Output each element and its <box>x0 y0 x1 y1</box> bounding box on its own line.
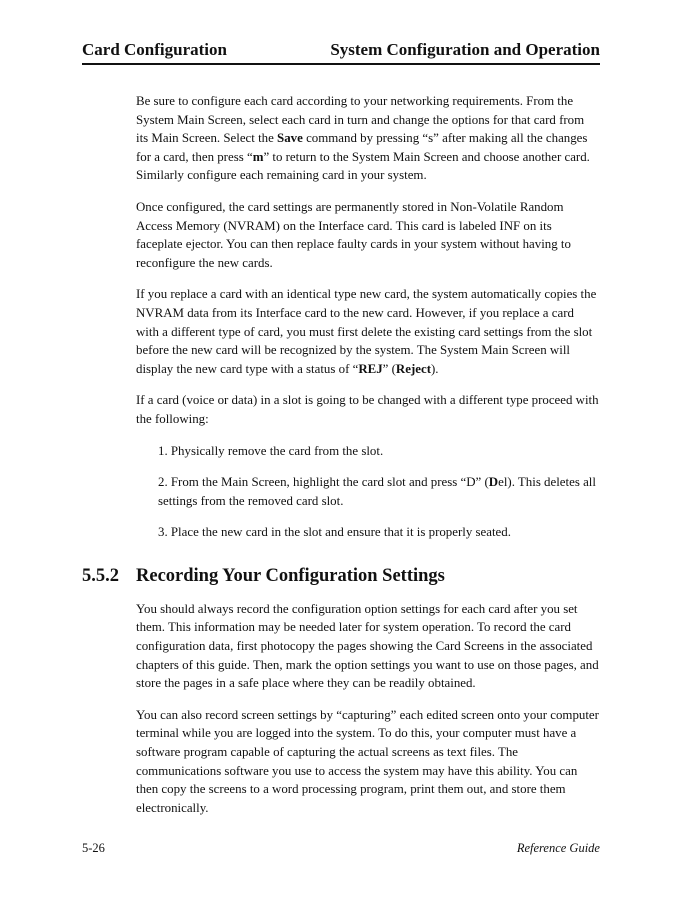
header-rule <box>82 63 600 65</box>
paragraph-configure-cards <box>136 92 599 185</box>
page-number: 5-26 <box>82 841 105 855</box>
m-key: m <box>252 149 264 164</box>
text: ” ( <box>382 361 396 376</box>
rej-status: REJ <box>358 361 383 376</box>
section-heading <box>82 564 599 588</box>
step-1: 1. Physically remove the card from the slot. <box>158 443 384 458</box>
text: 2. From the Main Screen, highlight the card slot and press “D” ( <box>158 475 489 490</box>
step-2 <box>158 473 599 510</box>
text: ). <box>430 361 439 376</box>
page-body <box>82 92 599 830</box>
save-command: Save <box>277 131 303 146</box>
paragraph-record-settings: You should always record the configuration option settings for each card after you set them. This information may be needed later for system operation. To record the card configuration data, first photocopy the pages showing the Card Screens in the associated chapters of this guide. Then, mark the option settings you want to use on those pages, and store the pages in a safe place where they can be readily obtained. <box>136 601 599 691</box>
step-3: 3. Place the new card in the slot and ensure that it is properly seated. <box>158 525 511 540</box>
reject-label: Reject <box>395 361 431 376</box>
header-section-title: System Configuration and Operation <box>330 40 600 59</box>
footer-title: Reference Guide <box>516 841 600 855</box>
section-title: Recording Your Configuration Settings <box>136 565 445 586</box>
section-number: 5.5.2 <box>82 565 119 586</box>
paragraph-replace-card <box>136 285 599 378</box>
text: Be sure to configure each card according to your networking requirements. From the System Main Screen, select each card in turn and change the options for that card from its Main Screen. Select the <box>136 94 585 146</box>
paragraph-change-type: If a card (voice or data) in a slot is going to be changed with a different type proceed with the following: <box>136 393 599 426</box>
text: If you replace a card with an identical type new card, the system automatically copies the NVRAM data from its Interface card to the new card. However, if you replace a card with a different type of card, you must first delete the existing card settings from the slot before the new card will be recognized by the system. The System Main Screen will display the new card type with a status of “ <box>136 287 597 376</box>
text: ” to return to the System Main Screen and choose another card. Similarly configure each remaining card in your system. <box>136 149 590 183</box>
paragraph-nvram: Once configured, the card settings are permanently stored in Non-Volatile Random Access Memory (NVRAM) on the Interface card. This card is labeled INF on its faceplate ejector. You can then replace faulty cards in your system without having to reconfigure the new cards. <box>136 199 571 270</box>
paragraph-capture-screens: You can also record screen settings by “capturing” each edited screen onto your computer terminal while you are logged into the system. To do this, your computer must have a software program capable of capturing the actual screens as text files. The communications software you use to access the system may have this ability. You can then copy the screens to a word processing program, print them out, and store them electronically. <box>136 707 599 815</box>
d-key: D <box>488 475 499 490</box>
text: command by pressing “s” after making all the changes for a card, then press “ <box>136 131 588 164</box>
text: el). This deletes all settings from the removed card slot. <box>158 475 596 508</box>
header-chapter-title: Card Configuration <box>82 40 227 59</box>
